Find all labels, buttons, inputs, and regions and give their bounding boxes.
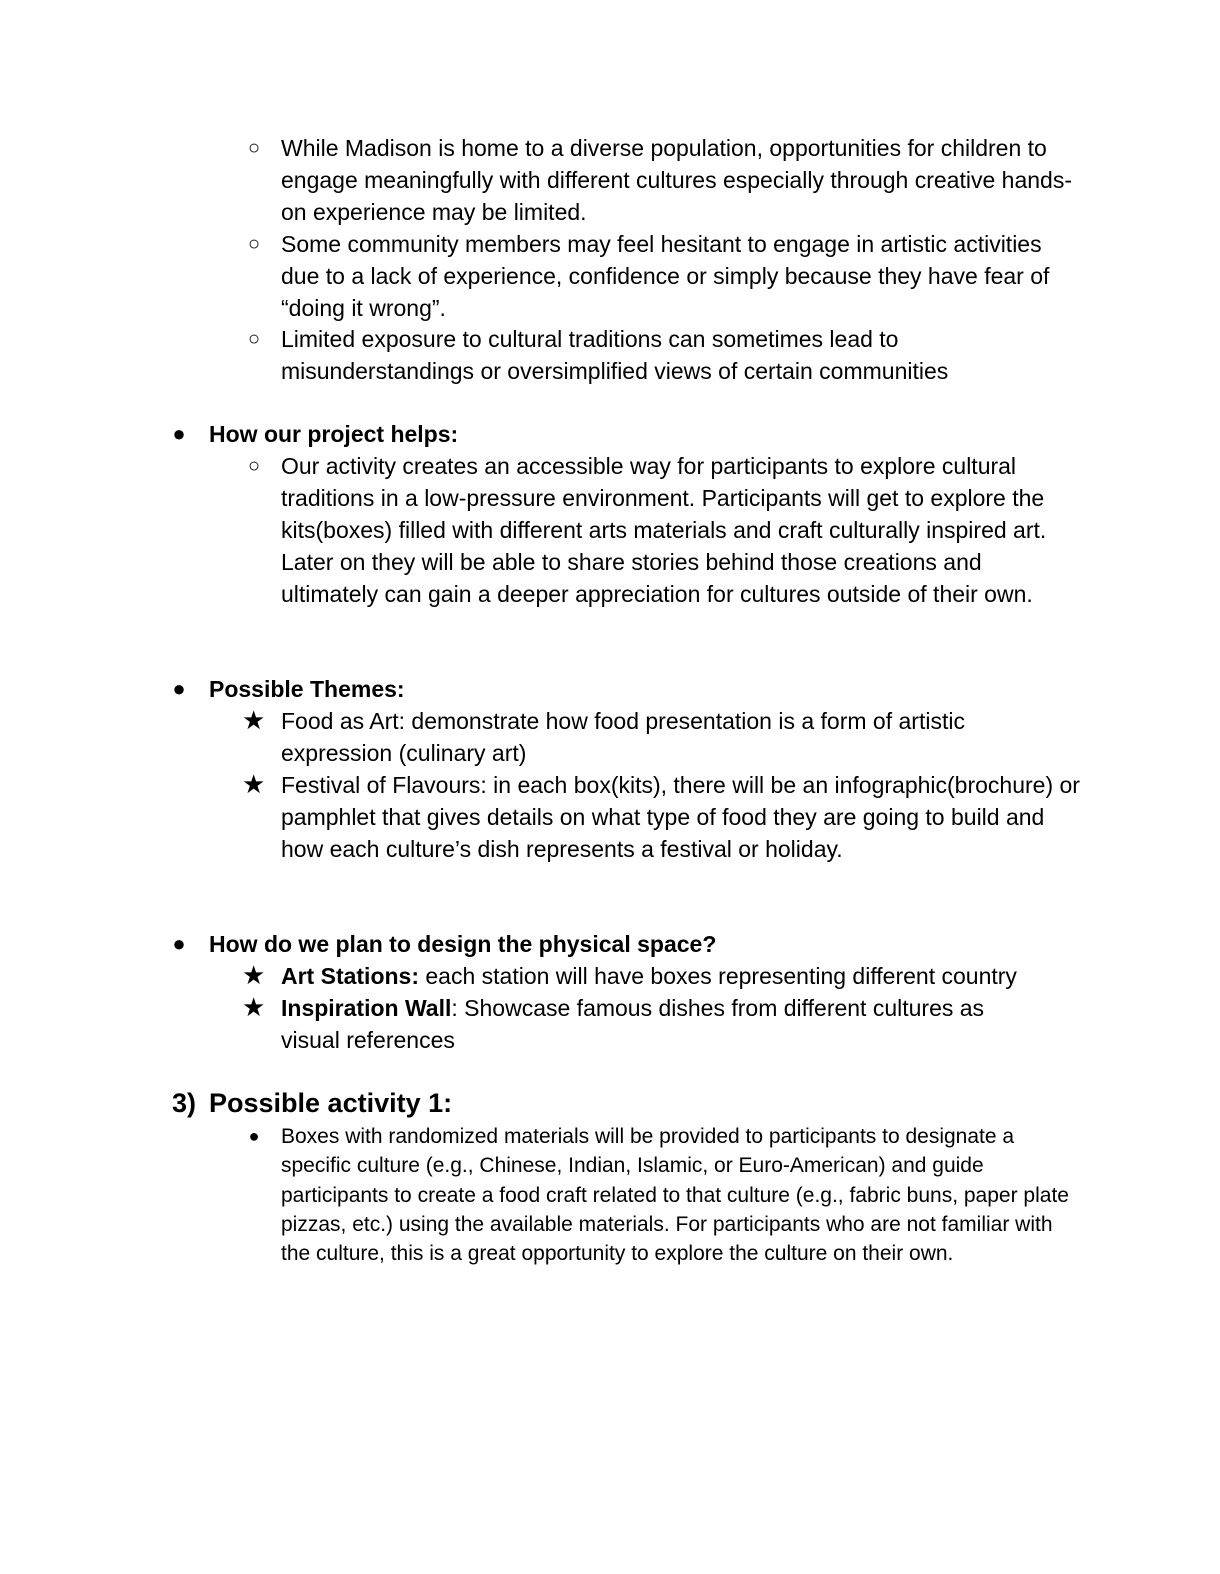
list-item bbox=[248, 1122, 1071, 1268]
heading-text: How do we plan to design the physical space? bbox=[209, 931, 717, 957]
heading-text: Possible activity 1: bbox=[209, 1088, 453, 1118]
list-item-text: Food as Art: demonstrate how food presentation is a form of artistic expression (culinary art) bbox=[281, 708, 965, 766]
hollow-circle-bullet-icon: ○ bbox=[247, 233, 261, 255]
hollow-circle-bullet-icon: ○ bbox=[247, 328, 261, 350]
list-item bbox=[242, 769, 1081, 865]
list-item bbox=[247, 132, 1081, 228]
list-item bbox=[242, 705, 1081, 769]
star-bullet-icon: ★ bbox=[242, 992, 266, 1022]
list-item-text: Festival of Flavours: in each box(kits), there will be an infographic(brochure) or pamphlet that gives details on what type of food they are going to build and how each culture’s dish represents a festival or holiday. bbox=[281, 772, 1080, 862]
list-item-text: Limited exposure to cultural traditions can sometimes lead to misunderstandings or oversimplified views of certain communities bbox=[281, 326, 949, 384]
list-item bbox=[242, 992, 1041, 1056]
list-item-text: Some community members may feel hesitant to engage in artistic activities due to a lack of experience, confidence or simply because they have fear of “doing it wrong”. bbox=[281, 231, 1050, 321]
section-heading-how-helps bbox=[172, 418, 1069, 450]
bullet-icon: ● bbox=[172, 931, 186, 956]
bullet-icon: ● bbox=[172, 421, 186, 446]
list-item bbox=[242, 960, 1081, 992]
list-item bbox=[247, 450, 1081, 610]
section-heading-physical-space bbox=[172, 928, 1069, 960]
section-heading-themes bbox=[172, 673, 1069, 705]
heading-text: How our project helps: bbox=[209, 421, 459, 447]
list-item-text: : Showcase famous dishes from different cultures as visual references bbox=[281, 995, 985, 1053]
hollow-circle-bullet-icon: ○ bbox=[247, 137, 261, 159]
star-bullet-icon: ★ bbox=[242, 705, 266, 735]
list-item bbox=[247, 228, 1081, 324]
bullet-icon: ● bbox=[172, 676, 186, 701]
list-item-text: Our activity creates an accessible way for participants to explore cultural traditions in a low-pressure environment. Participants will get to explore the kits(boxes) filled with different arts materials and craft culturally inspired art. Later on they will be able to share stories behind those creations and ultimately can gain a deeper appreciation for cultures outside of their own. bbox=[281, 453, 1047, 607]
star-bullet-icon: ★ bbox=[242, 960, 266, 990]
list-item-label: Inspiration Wall bbox=[281, 995, 452, 1021]
list-item-text: each station will have boxes representing different country bbox=[419, 963, 1017, 989]
list-item-text: Boxes with randomized materials will be provided to participants to designate a specific culture (e.g., Chinese, Indian, Islamic, or Euro-American) and guide participants to create a food craft related to that culture (e.g., fabric buns, paper plate pizzas, etc.) using the available materials. For participants who are not familiar with the culture, this is a great opportunity to explore the culture on their own. bbox=[281, 1125, 1069, 1266]
list-item-text: While Madison is home to a diverse population, opportunities for children to engage meaningfully with different cultures especially through creative hands-on experience may be limited. bbox=[281, 135, 1072, 225]
list-item bbox=[247, 323, 1081, 387]
section-number: 3) bbox=[172, 1088, 197, 1118]
list-item-label: Art Stations: bbox=[281, 963, 419, 989]
hollow-circle-bullet-icon: ○ bbox=[247, 455, 261, 477]
section-heading-activity bbox=[172, 1086, 452, 1120]
bullet-icon: ● bbox=[248, 1126, 260, 1146]
heading-text: Possible Themes: bbox=[209, 676, 405, 702]
star-bullet-icon: ★ bbox=[242, 769, 266, 799]
